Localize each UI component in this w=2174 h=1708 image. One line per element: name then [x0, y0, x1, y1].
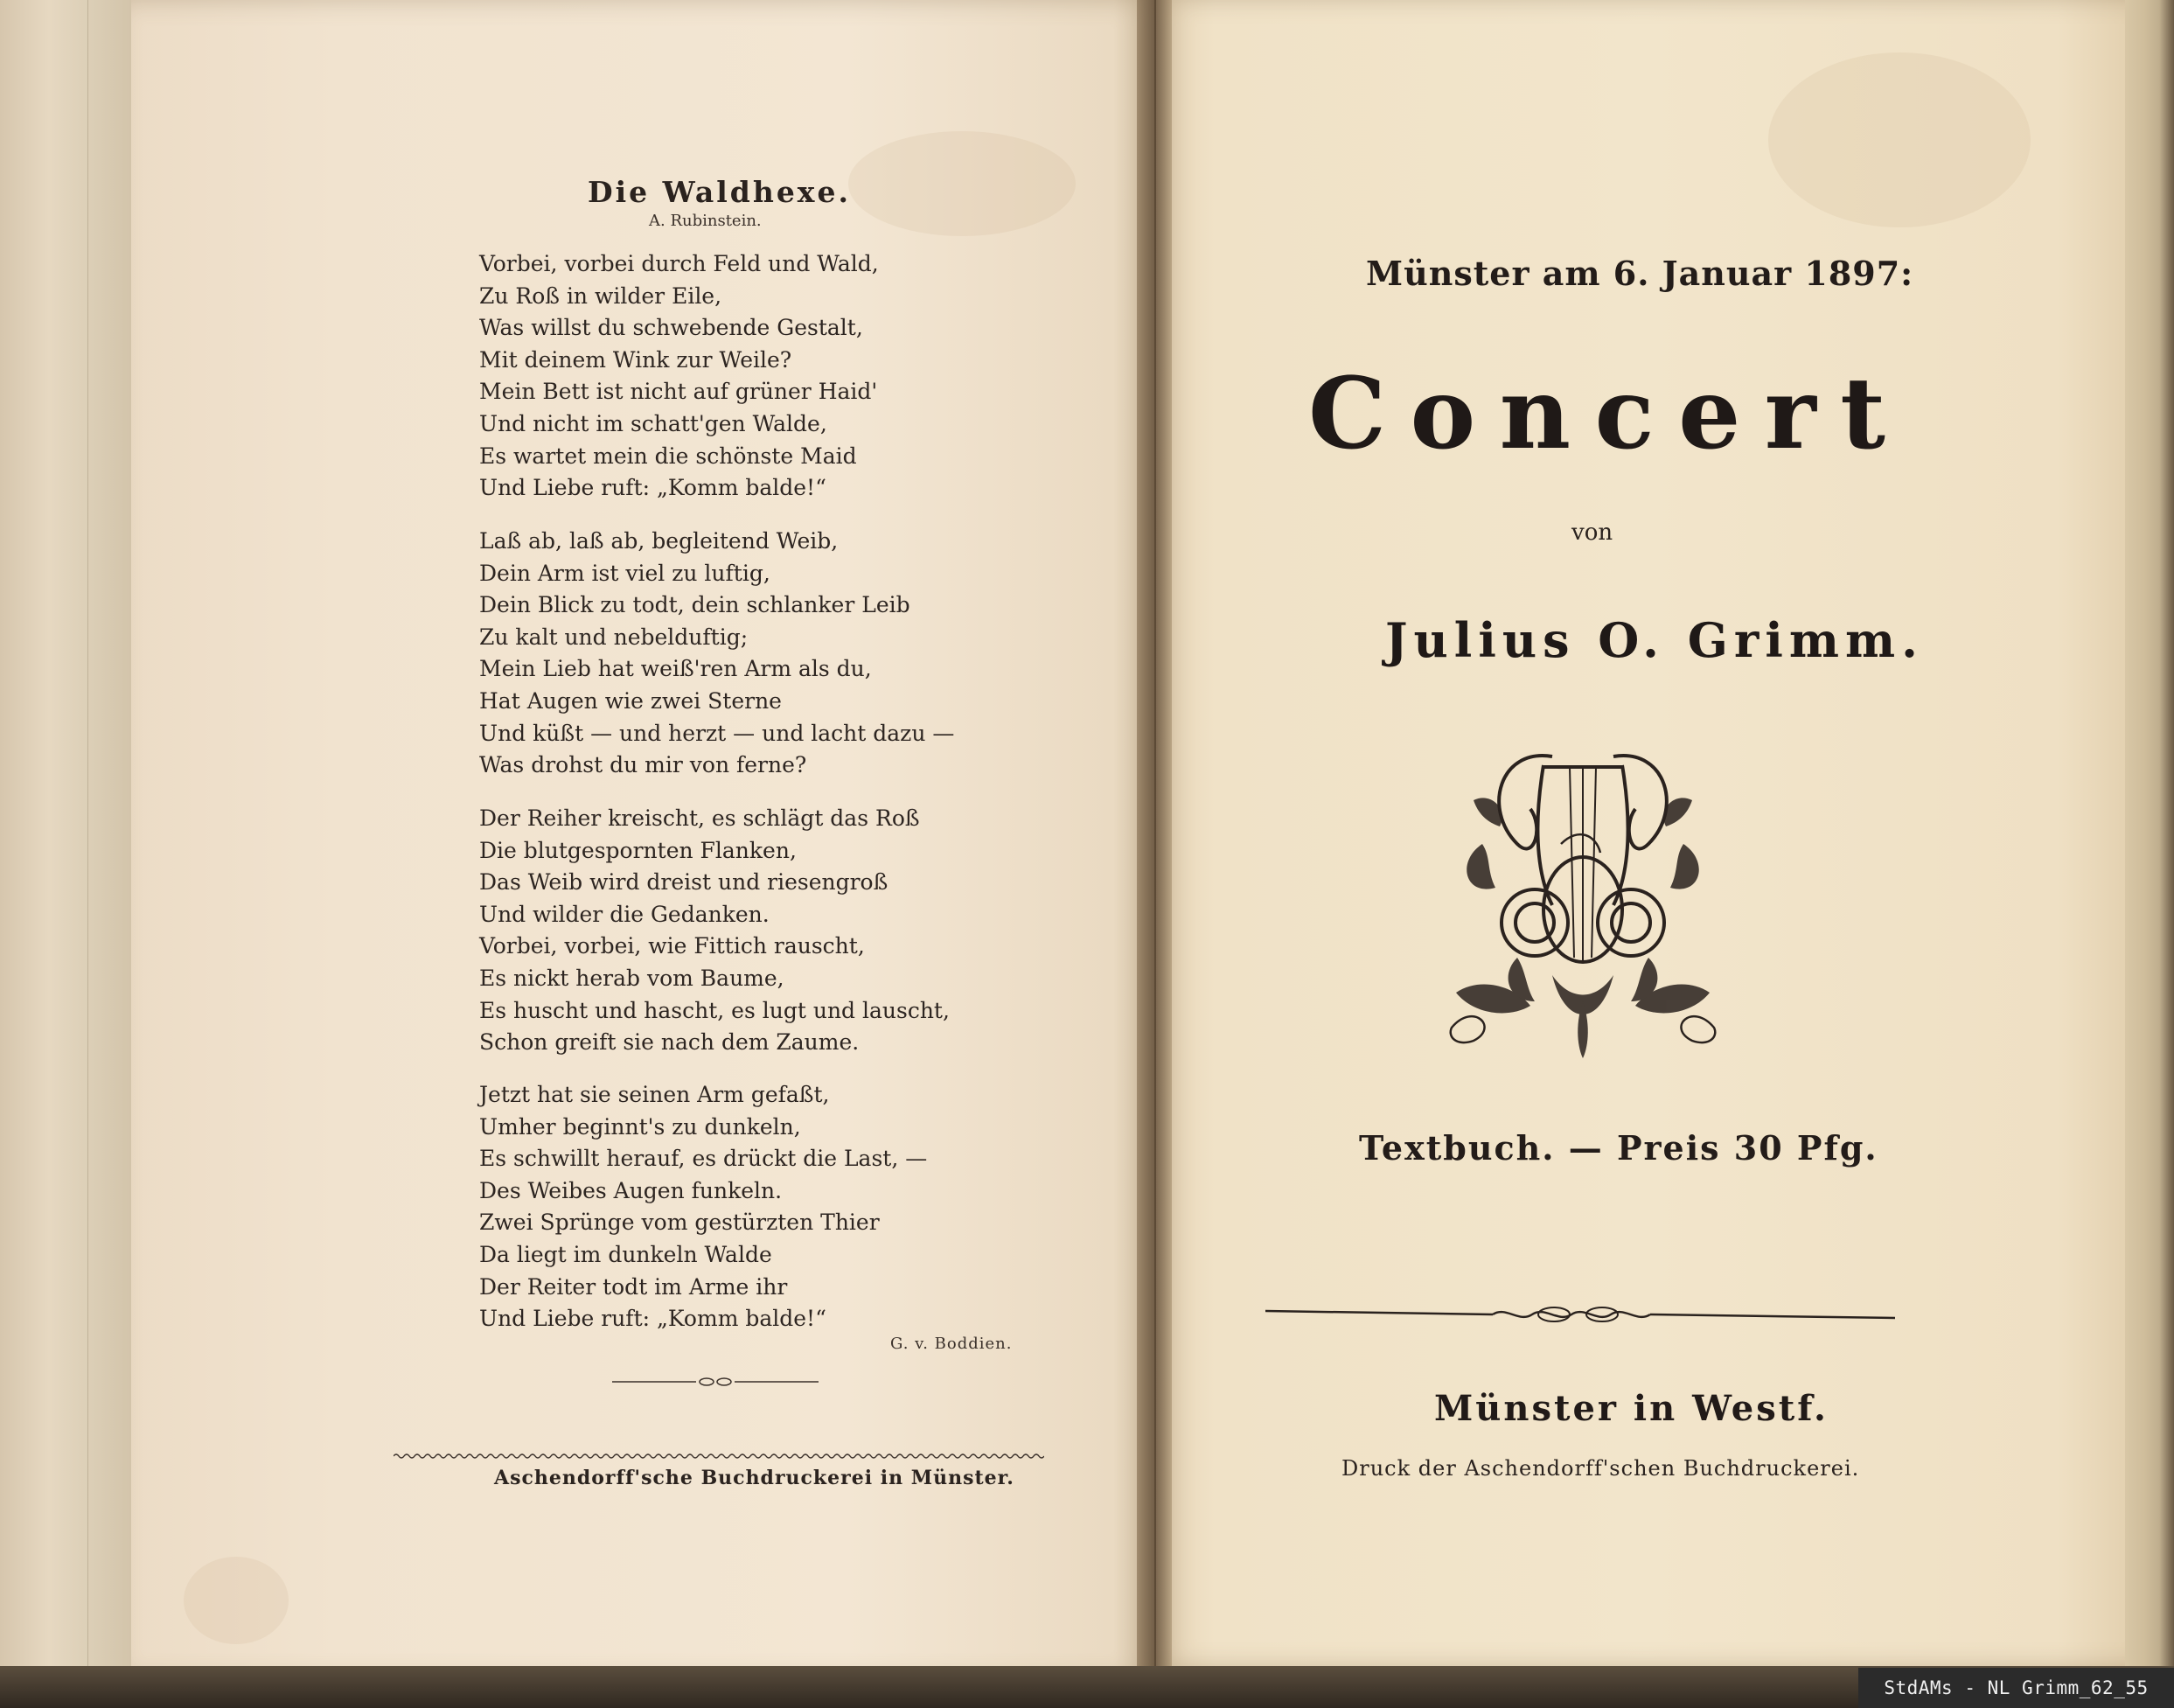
printer-imprint-left: Aschendorff'sche Buchdruckerei in Münster. — [494, 1467, 1014, 1489]
book-gutter — [1137, 0, 1172, 1708]
poem-stanza — [479, 1079, 1021, 1335]
background-strip — [0, 1666, 2174, 1708]
place-date: Münster am 6. Januar 1897: — [1366, 254, 1914, 293]
poem-line: Jetzt hat sie seinen Arm gefaßt, — [479, 1082, 830, 1107]
title-letter: C — [1308, 357, 1387, 471]
by-label: von — [1571, 519, 1613, 546]
poem-line: Dein Arm ist viel zu luftig, — [479, 560, 770, 586]
poem-line: Es schwillt herauf, es drückt die Last, — — [479, 1146, 928, 1172]
poem-author: G. v. Boddien. — [890, 1335, 1013, 1353]
poem-line: Mein Lieb hat weiß'ren Arm als du, — [479, 656, 872, 682]
poem-title: Die Waldhexe. — [588, 175, 851, 209]
poem-line: Das Weib wird dreist und riesengroß — [479, 869, 888, 896]
ornamental-rule — [1265, 1301, 1895, 1328]
poem-line: Was willst du schwebende Gestalt, — [479, 315, 863, 341]
poem-line: Laß ab, laß ab, begleitend Weib, — [479, 528, 839, 554]
poem-line: Und Liebe ruft: „Komm balde!“ — [479, 1306, 826, 1332]
textbook-price: Textbuch. — Preis 30 Pfg. — [1359, 1128, 1878, 1168]
poem-line: Der Reiter todt im Arme ihr — [479, 1273, 788, 1300]
poem-line: Umher beginnt's zu dunkeln, — [479, 1113, 801, 1140]
poem-line: Und wilder die Gedanken. — [479, 901, 770, 927]
printer-imprint-right: Druck der Aschendorff'schen Buchdruckerei. — [1341, 1456, 1860, 1481]
poem-line: Vorbei, vorbei durch Feld und Wald, — [479, 251, 879, 276]
poem-line: Zu kalt und nebelduftig; — [479, 624, 749, 650]
title-letter: t — [1840, 357, 1885, 471]
lyre-ornament-icon — [1447, 739, 1718, 1063]
poem-line: Und küßt — und herzt — und lacht dazu — — [479, 720, 955, 746]
poem-line: Was drohst du mir von ferne? — [479, 752, 807, 778]
wavy-divider — [394, 1452, 1044, 1461]
poem-line: Und nicht im schatt'gen Walde, — [479, 410, 827, 436]
paper-stain — [184, 1557, 289, 1644]
printing-city: Münster in Westf. — [1434, 1388, 1829, 1429]
concert-title — [1308, 357, 1885, 471]
title-letter: o — [1410, 357, 1476, 471]
title-letter: e — [1678, 357, 1741, 471]
poem-stanza — [479, 526, 1021, 782]
poem-line: Es nickt herab vom Baume, — [479, 965, 784, 991]
poem-line: Zu Roß in wilder Eile, — [479, 282, 722, 309]
poem-line: Der Reiher kreischt, es schlägt das Roß — [479, 805, 920, 831]
title-letter: n — [1499, 357, 1571, 471]
page-edge-strip — [87, 0, 132, 1708]
composer-name: Julius O. Grimm. — [1385, 612, 1924, 668]
poem-line: Schon greift sie nach dem Zaume. — [479, 1029, 860, 1056]
poem-line: Es wartet mein die schönste Maid — [479, 443, 857, 469]
poem-line: Mein Bett ist nicht auf grüner Haid' — [479, 379, 878, 405]
book-edge-right — [2125, 0, 2174, 1708]
poem-line: Mit deinem Wink zur Weile? — [479, 346, 792, 373]
paper-stain — [1768, 52, 2031, 227]
page-edge-strip — [52, 0, 88, 1708]
poem-line: Da liegt im dunkeln Walde — [479, 1241, 772, 1267]
poem-line: Dein Blick zu todt, dein schlanker Leib — [479, 592, 910, 618]
poem-composer: A. Rubinstein. — [649, 212, 762, 230]
poem-line: Hat Augen wie zwei Sterne — [479, 687, 782, 714]
poem-line: Und Liebe ruft: „Komm balde!“ — [479, 475, 826, 501]
poem-line: Es huscht und hascht, es lugt und lauscht, — [479, 997, 950, 1023]
title-letter: r — [1764, 357, 1816, 471]
poem-line: Zwei Sprünge vom gestürzten Thier — [479, 1210, 880, 1236]
poem-stanza — [479, 248, 1021, 505]
poem-line: Des Weibes Augen funkeln. — [479, 1177, 783, 1203]
archive-reference-label: StdAMs - NL Grimm_62_55 — [1858, 1668, 2174, 1708]
poem-line: Die blutgespornten Flanken, — [479, 837, 797, 863]
poem-line: Vorbei, vorbei, wie Fittich rauscht, — [479, 933, 865, 959]
title-letter: c — [1594, 357, 1655, 471]
ornamental-rule — [612, 1376, 819, 1388]
poem-stanza — [479, 803, 1021, 1059]
